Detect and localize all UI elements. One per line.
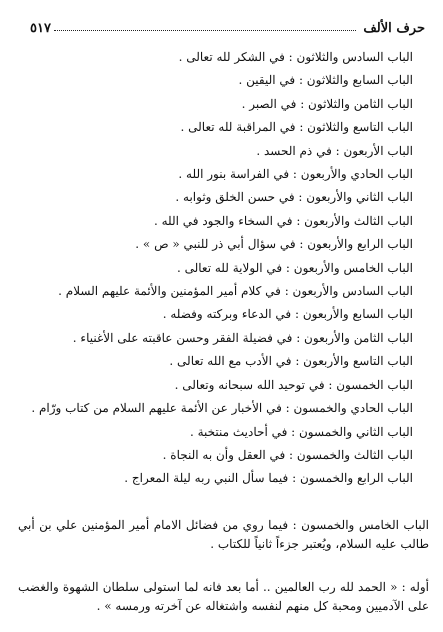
chapter-entry: الباب الثالث والأربعون : في السخاء والجود في الله . [153,213,413,228]
chapter-entry: الباب التاسع والثلاثون : في المراقبة لله تعالى . [180,120,413,135]
chapter-entry: الباب الثاني والأربعون : في حسن الخلق وثوابه . [175,190,413,205]
chapter-entry: الباب الرابع والأربعون : في سؤال أبي ذر للنبي « ص » . [135,237,413,252]
chapter-entry: الباب الثاني والخمسون : في أحاديث منتخبة . [189,424,413,439]
page-header [30,12,425,36]
chapter-entry: الباب الحادي والأربعون : في الفراسة بنور الله . [178,167,413,182]
header-title: حرف الألف [363,21,425,36]
chapter-entry: الباب الثالث والخمسون : في العقل وأن به النجاة . [162,447,413,462]
chapter-entry: الباب السادس والثلاثون : في الشكر لله تعالى . [178,50,413,64]
chapter-list [18,46,413,491]
chapter-entry: الباب الثامن والثلاثون : في الصبر . [241,96,413,111]
chapter-entry: الباب الأربعون : في ذم الحسد . [256,143,413,158]
chapter-entry: الباب الحادي والخمسون : في الأخبار عن الأئمة عليهم السلام من كتاب ورّام . [31,401,413,416]
chapter-entry: الباب التاسع والأربعون : في الأدب مع الله تعالى . [169,354,413,369]
chapter-entry: الباب الرابع والخمسون : فيما سأل النبي ربه ليلة المعراج . [124,471,413,486]
chapter-entry: الباب الخامس والأربعون : في الولاية لله تعالى . [176,260,413,275]
page-number: ٥١٧ [30,21,51,36]
chapter-entry: الباب السابع والأربعون : في الدعاء وبركته وفضله . [162,307,413,322]
chapter-entry: الباب السادس والأربعون : في كلام أمير المؤمنين والأئمة عليهم السلام . [58,284,413,299]
opening-text-paragraph: أوله : « الحمد لله رب العالمين .. أما بعد فانه لما استولى سلطان الشهوة والغضب على الآدميين ومحبة كل منهم لنفسه واشتغاله عن آخرته ورمسه » . [18,580,429,613]
header-dotted-leader [54,30,356,31]
chapter-entry: الباب الخمسون : في توحيد الله سبحانه وتعالى . [174,377,413,392]
chapter-entry: الباب السابع والثلاثون : في اليقين . [238,73,413,88]
chapter-entry: الباب الثامن والأربعون : في فضيلة الفقر وحسن عاقبته على الأغنياء . [72,330,413,345]
chapter-entry-paragraph: الباب الخامس والخمسون : فيما روي من فضائل الامام أمير المؤمنين علي بن أبي طالب عليه السلام، ويُعتبر جزءاً ثانياً للكتاب . [18,518,429,551]
